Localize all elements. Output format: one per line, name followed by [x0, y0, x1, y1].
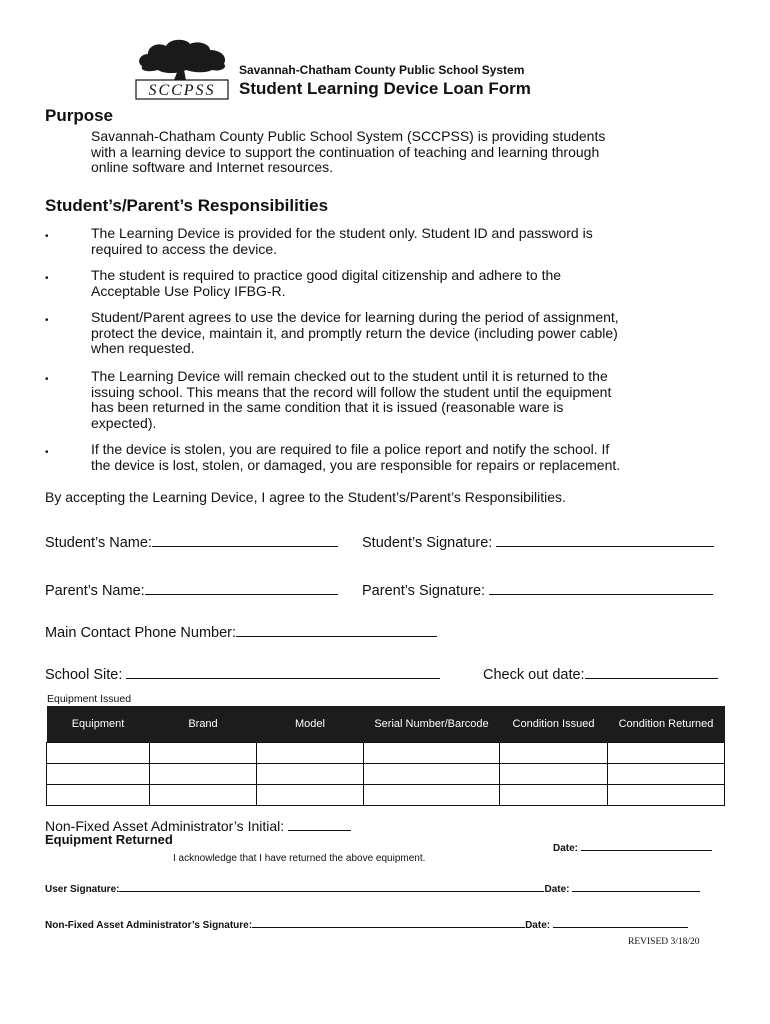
- return-date-field: [553, 840, 712, 854]
- responsibility-line: required to access the device.: [91, 240, 277, 257]
- table-cell[interactable]: [47, 743, 150, 764]
- responsibility-line: expected).: [91, 414, 157, 431]
- equipment-returned-heading: Equipment Returned: [45, 832, 173, 847]
- table-cell[interactable]: [257, 743, 364, 764]
- table-cell[interactable]: [257, 764, 364, 785]
- responsibility-line: If the device is stolen, you are required to file a police report and notify the school. If: [91, 441, 610, 457]
- user-signature-field: [45, 881, 700, 895]
- form-title: Student Learning Device Loan Form: [239, 79, 531, 98]
- acknowledge-text: I acknowledge that I have returned the above equipment.: [173, 853, 426, 864]
- responsibility-line: issuing school. This means that the record will follow the student until the equipment: [91, 383, 612, 400]
- table-cell[interactable]: [47, 785, 150, 806]
- checkout-date-field: [483, 664, 718, 683]
- admin-signature-line[interactable]: [252, 917, 525, 928]
- school-site-field: [45, 664, 440, 683]
- admin-signature-label: Non-Fixed Asset Administrator’s Signature:: [45, 920, 253, 931]
- admin-initial-line[interactable]: [288, 816, 351, 831]
- bullet-icon: •: [45, 447, 49, 458]
- bullet-icon: •: [45, 315, 49, 326]
- organization-name: Savannah-Chatham County Public School System: [239, 63, 525, 77]
- column-header: Equipment: [47, 706, 150, 743]
- table-row: [47, 785, 725, 806]
- parent-name-label: Parent’s Name:: [45, 583, 145, 599]
- table-cell[interactable]: [150, 743, 257, 764]
- table-cell[interactable]: [150, 764, 257, 785]
- responsibility-item: [91, 310, 619, 357]
- column-header: Condition Issued: [500, 706, 608, 743]
- school-site-line[interactable]: [126, 664, 440, 679]
- equipment-table: [46, 706, 725, 806]
- table-cell[interactable]: [47, 764, 150, 785]
- table-cell[interactable]: [500, 743, 608, 764]
- revised-date: REVISED 3/18/20: [628, 937, 700, 947]
- user-signature-label: User Signature:: [45, 884, 120, 895]
- responsibility-line: Acceptable Use Policy IFBG-R.: [91, 282, 286, 299]
- responsibility-item: [91, 226, 593, 257]
- parent-signature-field: [362, 580, 713, 599]
- purpose-line: online software and Internet resources.: [91, 159, 334, 175]
- responsibility-item: [91, 268, 561, 299]
- responsibility-line: when requested.: [91, 340, 195, 356]
- phone-field: [45, 622, 437, 641]
- student-name-label: Student’s Name:: [45, 535, 152, 551]
- responsibility-line: protect the device, maintain it, and promptly return the device (including power cable): [91, 324, 618, 341]
- column-header: Condition Returned: [608, 706, 725, 743]
- school-site-label: School Site:: [45, 667, 123, 683]
- bullet-icon: •: [45, 374, 49, 385]
- student-name-line[interactable]: [152, 532, 338, 547]
- responsibility-line: The Learning Device will remain checked out to the student until it is returned to the: [91, 368, 608, 384]
- equipment-caption: Equipment Issued: [47, 693, 132, 705]
- column-header: Model: [257, 706, 364, 743]
- table-cell[interactable]: [364, 764, 500, 785]
- checkout-date-label: Check out date:: [483, 667, 585, 683]
- table-cell[interactable]: [364, 785, 500, 806]
- bullet-icon: •: [45, 273, 49, 284]
- user-date-line[interactable]: [572, 881, 700, 892]
- bullet-icon: •: [45, 231, 49, 242]
- table-cell[interactable]: [608, 743, 725, 764]
- column-header: Serial Number/Barcode: [364, 706, 500, 743]
- student-name-field: [45, 532, 338, 551]
- responsibility-line: Student/Parent agrees to use the device for learning during the period of assignment,: [91, 309, 619, 325]
- student-signature-line[interactable]: [496, 532, 714, 547]
- phone-label: Main Contact Phone Number:: [45, 625, 237, 641]
- logo-text: SCCPSS: [148, 82, 216, 99]
- responsibility-item: [91, 442, 620, 473]
- responsibility-line: The Learning Device is provided for the student only. Student ID and password is: [91, 225, 593, 241]
- parent-name-field: [45, 580, 338, 599]
- table-row: [47, 743, 725, 764]
- phone-line[interactable]: [236, 622, 437, 637]
- student-signature-label: Student’s Signature:: [362, 535, 493, 551]
- responsibility-item: [91, 369, 611, 431]
- tree-canopy-icon: [139, 40, 225, 73]
- sccpss-logo: [134, 36, 230, 100]
- table-header-row: [47, 706, 725, 743]
- admin-signature-field: [45, 917, 688, 931]
- parent-signature-line[interactable]: [489, 580, 713, 595]
- table-cell[interactable]: [500, 785, 608, 806]
- student-signature-field: [362, 532, 714, 551]
- checkout-date-line[interactable]: [585, 664, 718, 679]
- purpose-heading: Purpose: [45, 106, 114, 125]
- table-cell[interactable]: [150, 785, 257, 806]
- return-date-line[interactable]: [581, 840, 712, 851]
- agreement-text: By accepting the Learning Device, I agree to the Student’s/Parent’s Responsibilities.: [45, 489, 566, 505]
- purpose-text: [91, 129, 605, 176]
- parent-name-line[interactable]: [145, 580, 338, 595]
- column-header: Brand: [150, 706, 257, 743]
- parent-signature-label: Parent’s Signature:: [362, 583, 486, 599]
- table-cell[interactable]: [257, 785, 364, 806]
- table-cell[interactable]: [608, 764, 725, 785]
- table-cell[interactable]: [500, 764, 608, 785]
- table-cell[interactable]: [608, 785, 725, 806]
- user-signature-line[interactable]: [119, 881, 544, 892]
- admin-date-line[interactable]: [553, 917, 688, 928]
- responsibility-line: has been returned in the same condition that it is issued (reasonable ware is: [91, 399, 564, 415]
- responsibility-line: the device is lost, stolen, or damaged, you are responsible for repairs or replacement.: [91, 456, 621, 473]
- table-row: [47, 764, 725, 785]
- user-date-label: Date:: [544, 884, 570, 895]
- admin-initial-label: Non-Fixed Asset Administrator’s Initial:: [45, 818, 285, 834]
- purpose-line: Savannah-Chatham County Public School System (SCCPSS) is providing students: [91, 128, 606, 144]
- responsibilities-heading: Student’s/Parent’s Responsibilities: [45, 196, 329, 215]
- responsibility-line: The student is required to practice good digital citizenship and adhere to the: [91, 267, 562, 283]
- purpose-line: with a learning device to support the continuation of teaching and learning through: [91, 143, 600, 160]
- return-date-label: Date:: [553, 843, 579, 854]
- admin-date-label: Date:: [525, 920, 551, 931]
- table-cell[interactable]: [364, 743, 500, 764]
